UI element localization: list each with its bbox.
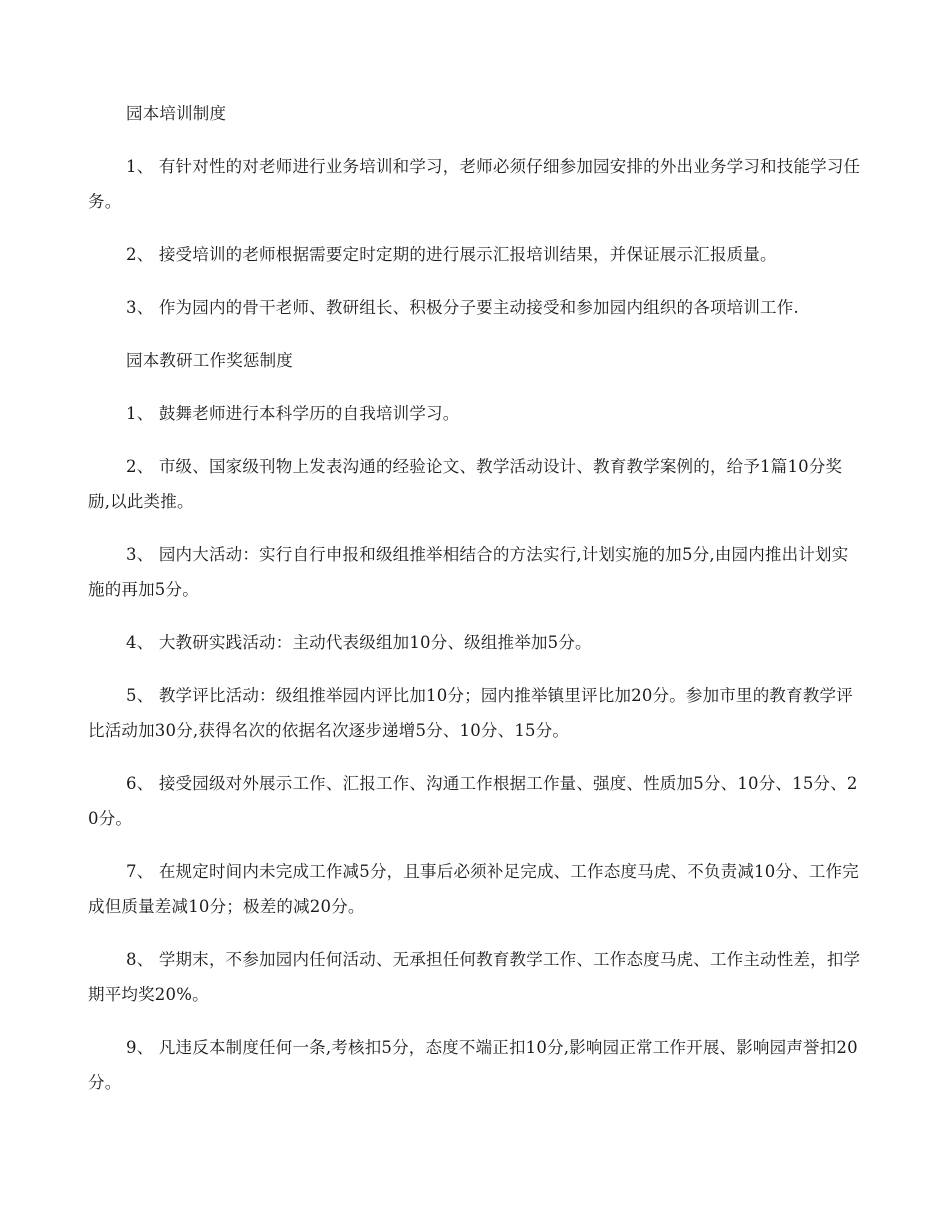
list-item: 5、 教学评比活动：级组推举园内评比加10分；园内推举镇里评比加20分。参加市里的教育教学评比活动加30分,获得名次的依据名次逐步递增5分、10分、15分。 <box>88 686 853 740</box>
document-page <box>88 96 864 1118</box>
section-title: 园本教研工作奖惩制度 <box>126 351 293 370</box>
list-item: 7、 在规定时间内未完成工作减5分，且事后必须补足完成、工作态度马虎、不负责减10分、工作完成但质量差减10分；极差的减20分。 <box>88 862 859 916</box>
list-item: 3、 园内大活动：实行自行申报和级组推举相结合的方法实行,计划实施的加5分,由园内推出计划实施的再加5分。 <box>88 545 849 599</box>
list-item: 1、 鼓舞老师进行本科学历的自我培训学习。 <box>126 404 460 423</box>
section-title: 园本培训制度 <box>126 104 227 123</box>
list-item: 9、 凡违反本制度任何一条,考核扣5分，态度不端正扣10分,影响园正常工作开展、影响园声誉扣20分。 <box>88 1038 858 1092</box>
list-item: 4、 大教研实践活动：主动代表级组加10分、级组推举加5分。 <box>126 633 592 652</box>
list-item: 1、 有针对性的对老师进行业务培训和学习，老师必须仔细参加园安排的外出业务学习和技能学习任务。 <box>88 157 861 211</box>
list-item: 2、 市级、国家级刊物上发表沟通的经验论文、教学活动设计、教育教学案例的，给予1篇10分奖励,以此类推。 <box>88 457 843 511</box>
training-system-section <box>88 96 864 325</box>
list-item: 3、 作为园内的骨干老师、教研组长、积极分子要主动接受和参加园内组织的各项培训工作. <box>126 298 799 317</box>
reward-penalty-section <box>88 343 864 1100</box>
list-item: 6、 接受园级对外展示工作、汇报工作、沟通工作根据工作量、强度、性质加5分、10分、15分、20分。 <box>88 774 858 828</box>
list-item: 2、 接受培训的老师根据需要定时定期的进行展示汇报培训结果，并保证展示汇报质量。 <box>126 245 777 264</box>
list-item: 8、 学期末，不参加园内任何活动、无承担任何教育教学工作、工作态度马虎、工作主动性差，扣学期平均奖20%。 <box>88 950 861 1004</box>
